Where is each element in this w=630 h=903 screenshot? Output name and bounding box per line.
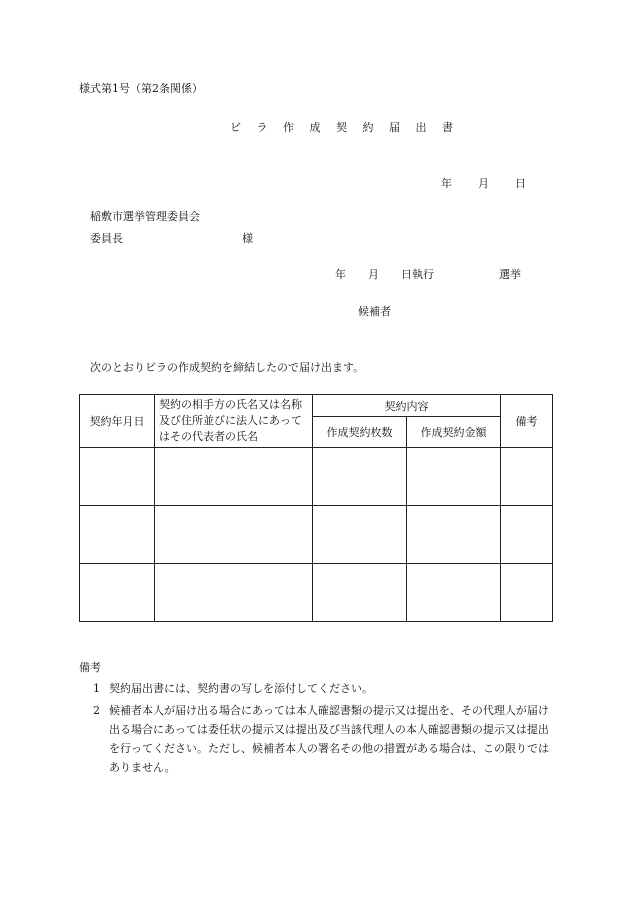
header-contract-amount: 作成契約金額 — [407, 417, 501, 448]
intro-text: 次のとおりビラの作成契約を締結したので届け出ます。 — [90, 361, 365, 374]
note-number: 2 — [93, 704, 100, 717]
note-number: 1 — [93, 682, 100, 695]
table-row — [80, 564, 553, 622]
header-contract-date: 契約年月日 — [80, 395, 155, 448]
cell-remarks[interactable] — [501, 448, 553, 506]
cell-count[interactable] — [313, 506, 407, 564]
contract-table — [79, 394, 553, 622]
note-text: 候補者本人が届け出る場合にあっては本人確認書類の提示又は提出を、その代理人が届け出る場合にあっては委任状の提示又は提出及び当該代理人の本人確認書類の提示又は提出を行ってください。ただし、候補者本人の署名その他の措置がある場合は、この限りではありません。 — [109, 704, 549, 774]
cell-date[interactable] — [80, 564, 155, 622]
cell-count[interactable] — [313, 448, 407, 506]
cell-party[interactable] — [155, 564, 313, 622]
cell-date[interactable] — [80, 506, 155, 564]
submission-day-label: 日 — [515, 177, 526, 190]
submission-month-label: 月 — [478, 177, 489, 190]
addressee-chair: 委員長 — [90, 232, 123, 245]
election-date: 年 月 日執行 — [335, 268, 434, 281]
election-name-suffix: 選挙 — [499, 268, 521, 281]
cell-amount[interactable] — [407, 448, 501, 506]
cell-remarks[interactable] — [501, 564, 553, 622]
table-row — [80, 506, 553, 564]
header-remarks: 備考 — [501, 395, 553, 448]
note-item — [93, 701, 553, 777]
table-row — [80, 448, 553, 506]
notes-heading: 備考 — [79, 661, 101, 674]
submission-year-label: 年 — [441, 177, 452, 190]
cell-remarks[interactable] — [501, 506, 553, 564]
cell-amount[interactable] — [407, 506, 501, 564]
cell-date[interactable] — [80, 448, 155, 506]
note-item — [93, 683, 373, 694]
document-title: ビ ラ 作 成 契 約 届 出 書 — [230, 121, 459, 134]
cell-party[interactable] — [155, 506, 313, 564]
form-number: 様式第1号（第2条関係） — [79, 82, 203, 95]
cell-party[interactable] — [155, 448, 313, 506]
cell-count[interactable] — [313, 564, 407, 622]
candidate-label: 候補者 — [358, 305, 391, 318]
header-contract-contents: 契約内容 — [313, 395, 501, 417]
addressee-committee: 稲敷市選挙管理委員会 — [90, 210, 200, 223]
cell-amount[interactable] — [407, 564, 501, 622]
header-contract-party: 契約の相手方の氏名又は名称及び住所並びに法人にあってはその代表者の氏名 — [155, 395, 313, 448]
note-text: 契約届出書には、契約書の写しを添付してください。 — [109, 682, 373, 695]
header-contract-count: 作成契約枚数 — [313, 417, 407, 448]
addressee-honorific: 様 — [242, 232, 253, 245]
submission-date — [441, 178, 526, 189]
